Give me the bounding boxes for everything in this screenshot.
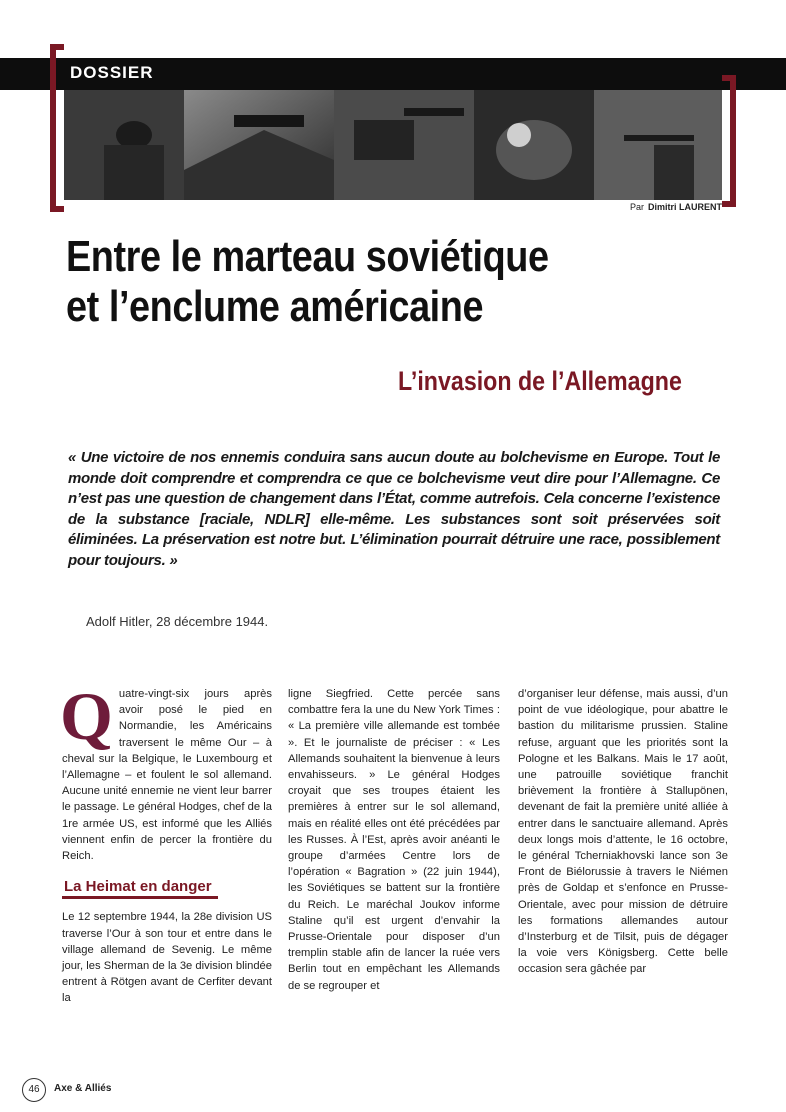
title-line-2: et l’enclume américaine (66, 282, 484, 331)
body-paragraph: ligne Siegfried. Cette percée sans combattre fera la une du New York Times : « La première ville allemande est tombée ». Et le journaliste de préciser : « Les Allemands souhaitent la bienvenue à leurs envahisseurs. » Le général Hodges croyait que ses troupes étaient les premières à entrer sur le sol allemand, mais en réalité elles ont été précédées par les Russes. À l’Est, après avoir anéanti le groupe d’armées Centre lors de l’opération « Bagration » (22 juin 1944), les Soviétiques se battent sur la frontière du Reich. Le maréchal Joukov informe Staline qu’il est urgent d’envahir la Prusse-Orientale pour disposer d’un tremplin stable afin de lancer la ruée vers Berlin tout en empêchant les Allemands de se regrouper et (288, 688, 500, 992)
article-subtitle: L’invasion de l’Allemagne (398, 366, 682, 396)
left-bracket-ornament (50, 44, 64, 212)
article-title (66, 232, 625, 332)
section-label: DOSSIER (70, 63, 154, 82)
body-paragraph: d’organiser leur défense, mais aussi, d’un point de vue idéologique, pour abattre le bastion du militarisme prussien. Staline refuse, arguant que les priorités sont la Pologne et les Balkans. Mais le 17 août, une patrouille soviétique franchit brièvement la frontière à Stallupönen, devenant de fait la première unité alliée à entrer dans le sanctuaire allemand. Après deux longs mois d’attente, le 16 octobre, le général Tcherniakhovski lance son 3e Front de Biélorussie à travers le Niémen près de Goldap et s’enfonce en Prusse-Orientale, avec pour mission de détruire les formations allemandes autour d’Insterburg et de Tilsit, puis de dégager la voie vers Königsberg. Cette belle occasion sera gâchée par (518, 688, 728, 976)
epigraph-quote: « Une victoire de nos ennemis conduira sans aucun doute au bolchevisme en Europe. Tout le monde doit comprendre et comprendra ce que ce bolchevisme veut dire pour l’Allemagne. Ce n’est pas une question de changement dans l’État, comme autrefois. Cela concerne l’existence de la substance [raciale, NDLR] elle-même. Les substances sont soit préservées soit éliminées. La préservation est notre but. L’élimination pourrait détruire une race, possiblement pour toujours. » (68, 449, 720, 569)
section-heading: La Heimat en danger (62, 878, 218, 899)
page-number: 46 (22, 1078, 46, 1102)
title-line-1: Entre le marteau soviétique (66, 232, 549, 281)
right-bracket-ornament (722, 75, 736, 207)
body-paragraph: Le 12 septembre 1944, la 28e division US traverse l’Our à son tour et entre dans le village allemand de Sevenig. Le même jour, les Sherman de la 3e division blindée entrent à Rötgen avant de Cerfiter devant la (62, 911, 272, 1005)
body-column-2 (288, 686, 500, 994)
body-paragraph: uatre-vingt-six jours après avoir posé le pied en Normandie, les Américains traversent le même Our – à cheval sur la Belgique, le Luxembourg et l’Allemagne – et foulent le sol allemand. Aucune unité ennemie ne vient leur barrer le passage. Le général Hodges, chef de la 1re armée US, est informé que les Alliés viennent enfin de percer la frontière du Reich. (62, 688, 272, 863)
body-column-1 (60, 678, 272, 1007)
body-column-3 (518, 686, 728, 978)
publication-name: Axe & Alliés (54, 1083, 112, 1094)
drop-cap: Q (60, 678, 113, 754)
byline (630, 202, 722, 212)
header-photo-strip (64, 90, 722, 200)
byline-prefix: Par (630, 202, 645, 212)
byline-author: Dimitri LAURENT (648, 202, 723, 212)
quote-attribution: Adolf Hitler, 28 décembre 1944. (86, 614, 269, 629)
